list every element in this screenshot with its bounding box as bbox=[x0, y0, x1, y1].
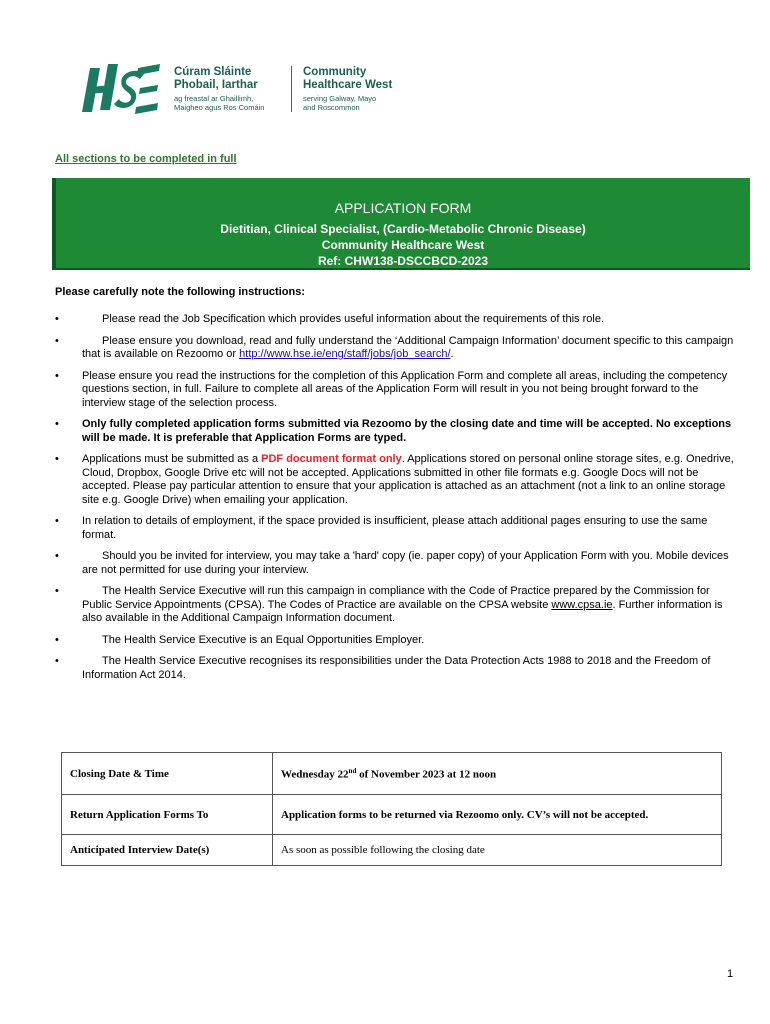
closing-date-label: Closing Date & Time bbox=[62, 753, 273, 795]
instruction-text: Please ensure you download, read and fully understand the ‘Additional Campaign Information’ document specific to this campaign that is available on Rezoomo or bbox=[82, 334, 734, 360]
bullet-icon: • bbox=[55, 313, 59, 325]
logo-primary-sub bbox=[174, 94, 304, 112]
form-title: APPLICATION FORM bbox=[334, 200, 472, 216]
logo-secondary-title-1: Community bbox=[303, 66, 367, 78]
instructions-list bbox=[55, 313, 735, 682]
key-dates-table bbox=[61, 752, 722, 866]
list-item bbox=[55, 634, 735, 648]
bullet-icon: • bbox=[55, 453, 59, 465]
instruction-text: In relation to details of employment, if the space provided is insufficient, please attach additional pages ensuring to use the same format. bbox=[82, 515, 708, 541]
logo-secondary-sub bbox=[303, 94, 433, 112]
hse-logo-icon bbox=[82, 60, 162, 120]
logo-primary-sub-2: Maigheo agus Ros Comáin bbox=[174, 103, 265, 112]
instruction-text-end: . Further information is also available in the Additional Campaign Information document. bbox=[82, 598, 723, 624]
bullet-icon: • bbox=[55, 633, 59, 646]
logo-primary-text bbox=[174, 66, 304, 112]
instruction-text: Should you be invited for interview, you may take a 'hard' copy (ie. paper copy) of your Application Form with you. Mobile devices are not permitted for use during your interview. bbox=[82, 550, 729, 576]
cpsa-link[interactable]: www.cpsa.ie bbox=[551, 598, 613, 611]
logo-secondary-text bbox=[303, 66, 433, 112]
logo bbox=[82, 60, 422, 120]
instructions-heading: Please carefully note the following instructions: bbox=[55, 286, 305, 298]
pdf-format-notice: PDF document format only bbox=[261, 453, 402, 465]
list-item bbox=[55, 453, 735, 507]
list-item bbox=[55, 370, 735, 411]
logo-secondary-title-2: Healthcare West bbox=[303, 79, 393, 91]
list-item bbox=[55, 655, 735, 682]
list-item bbox=[55, 550, 735, 577]
job-title: Dietitian, Clinical Specialist, (Cardio-Metabolic Chronic Disease) bbox=[220, 222, 586, 236]
interview-date-label: Anticipated Interview Date(s) bbox=[62, 835, 273, 866]
list-item bbox=[55, 418, 735, 445]
closing-date-rest: of November 2023 at 12 noon bbox=[356, 768, 497, 781]
bullet-icon: • bbox=[55, 369, 59, 382]
closing-date-day: Wednesday 22 bbox=[281, 768, 349, 781]
table-row bbox=[62, 795, 722, 835]
bullet-icon: • bbox=[55, 550, 59, 562]
return-forms-value: Application forms to be returned via Rezoomo only. CV’s will not be accepted. bbox=[273, 795, 722, 835]
list-item bbox=[55, 585, 735, 626]
table-row bbox=[62, 753, 722, 795]
instruction-text: The Health Service Executive is an Equal Opportunities Employer. bbox=[102, 633, 425, 646]
logo-primary-sub-1: ag freastal ar Ghaillimh, bbox=[174, 94, 254, 103]
sections-note: All sections to be completed in full bbox=[55, 153, 237, 165]
bullet-icon: • bbox=[55, 334, 59, 347]
closing-date-suffix: nd bbox=[348, 766, 357, 775]
instruction-text: The Health Service Executive will run this campaign in compliance with the Code of Practice prepared by the Commission for Public Service Appointments (CPSA). The Codes of Practice are available on the CPSA website bbox=[82, 585, 710, 611]
hse-jobs-link[interactable]: http://www.hse.ie/eng/staff/jobs/job_search/ bbox=[239, 348, 451, 360]
closing-date-value bbox=[273, 753, 722, 795]
instruction-text: Please read the Job Specification which provides useful information about the requirements of this role. bbox=[102, 313, 605, 325]
list-item bbox=[55, 313, 735, 327]
return-forms-label: Return Application Forms To bbox=[62, 795, 273, 835]
instruction-text: Please ensure you read the instructions for the completion of this Application Form and complete all areas, including the competency questions section, in full. Failure to complete all areas of the Application Form will result in you not being brought forward to the interview stage of the selection process. bbox=[82, 369, 728, 409]
table-row bbox=[62, 835, 722, 866]
bullet-icon: • bbox=[55, 515, 59, 527]
interview-date-value: As soon as possible following the closing date bbox=[273, 835, 722, 866]
page-number: 1 bbox=[727, 968, 734, 980]
bullet-icon: • bbox=[55, 418, 59, 430]
instruction-text: Only fully completed application forms submitted via Rezoomo by the closing date and time will be accepted. No exceptions will be made. It is preferable that Application Forms are typed. bbox=[82, 418, 732, 444]
bullet-icon: • bbox=[55, 655, 59, 667]
instruction-text: Applications must be submitted as a bbox=[82, 453, 262, 465]
logo-secondary-sub-1: serving Galway, Mayo bbox=[303, 94, 377, 103]
reference-number: Ref: CHW138-DSCCBCD-2023 bbox=[317, 254, 489, 268]
logo-divider bbox=[291, 66, 292, 112]
instruction-text-end: . Applications stored on personal online storage sites, e.g. Onedrive, Cloud, Dropbox, Google Drive etc will not be accepted. Applications submitted in other file formats e.g. Google Docs will not be accepted. Please pay particular attention to ensure that your application is attached as an attachment (not a link to an online storage site e.g. Google Drive) when emailing your application. bbox=[82, 453, 734, 506]
logo-secondary-sub-2: and Roscommon bbox=[303, 103, 360, 112]
instruction-text-end: . bbox=[450, 348, 454, 360]
form-title-banner bbox=[52, 178, 750, 270]
list-item bbox=[55, 335, 735, 362]
logo-primary-title-1: Cúram Sláinte bbox=[174, 66, 252, 78]
list-item bbox=[55, 515, 735, 542]
organisation-name: Community Healthcare West bbox=[321, 238, 485, 252]
bullet-icon: • bbox=[55, 585, 59, 597]
logo-primary-title-2: Phobail, Iarthar bbox=[174, 79, 258, 91]
instruction-text: The Health Service Executive recognises its responsibilities under the Data Protection Acts 1988 to 2018 and the Freedom of Information Act 2014. bbox=[82, 655, 711, 681]
